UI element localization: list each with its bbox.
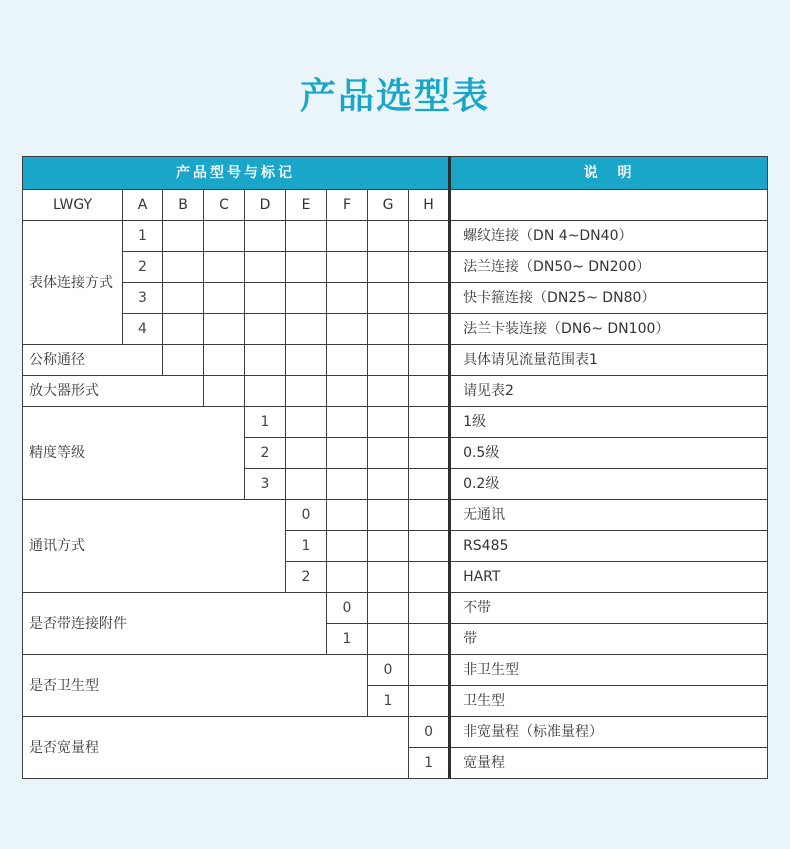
empty-cell xyxy=(327,376,368,407)
description-cell: 非宽量程（标准量程） xyxy=(450,717,768,748)
empty-cell xyxy=(286,345,327,376)
page-title: 产品选型表 xyxy=(299,76,490,117)
empty-cell xyxy=(204,283,245,314)
description-header: 说 明 xyxy=(450,157,768,190)
group-label: 是否卫生型 xyxy=(23,655,368,717)
empty-cell xyxy=(163,252,204,283)
column-header: H xyxy=(409,190,450,221)
empty-cell xyxy=(163,314,204,345)
column-header: B xyxy=(163,190,204,221)
column-header: D xyxy=(245,190,286,221)
column-header: C xyxy=(204,190,245,221)
table-row xyxy=(23,283,768,314)
empty-cell xyxy=(327,438,368,469)
empty-cell xyxy=(409,686,450,717)
empty-cell xyxy=(286,407,327,438)
empty-cell xyxy=(327,314,368,345)
description-cell: 1级 xyxy=(450,407,768,438)
group-label: 是否带连接附件 xyxy=(23,593,327,655)
empty-cell xyxy=(327,283,368,314)
description-cell: 带 xyxy=(450,624,768,655)
empty-cell xyxy=(245,376,286,407)
empty-cell xyxy=(368,593,409,624)
empty-cell xyxy=(245,252,286,283)
description-cell: 无通讯 xyxy=(450,500,768,531)
code-cell: 1 xyxy=(286,531,327,562)
code-cell: 1 xyxy=(368,686,409,717)
empty-cell xyxy=(286,314,327,345)
empty-cell xyxy=(368,531,409,562)
empty-cell xyxy=(286,283,327,314)
empty-cell xyxy=(409,376,450,407)
code-cell: 3 xyxy=(245,469,286,500)
empty-cell xyxy=(327,469,368,500)
group-label: 公称通径 xyxy=(23,345,163,376)
group-label: 通讯方式 xyxy=(23,500,286,593)
empty-cell xyxy=(368,283,409,314)
empty-cell xyxy=(245,283,286,314)
table-row xyxy=(23,500,768,531)
description-cell xyxy=(450,190,768,221)
table-row xyxy=(23,717,768,748)
empty-cell xyxy=(409,562,450,593)
empty-cell xyxy=(163,221,204,252)
table-row xyxy=(23,593,768,624)
description-cell: 快卡箍连接（DN25~ DN80） xyxy=(450,283,768,314)
empty-cell xyxy=(245,314,286,345)
table-row xyxy=(23,345,768,376)
empty-cell xyxy=(409,314,450,345)
empty-cell xyxy=(409,252,450,283)
empty-cell xyxy=(368,221,409,252)
description-cell: 卫生型 xyxy=(450,686,768,717)
code-cell: 2 xyxy=(286,562,327,593)
code-cell: 0 xyxy=(409,717,450,748)
table-row xyxy=(23,252,768,283)
empty-cell xyxy=(409,500,450,531)
description-cell: 宽量程 xyxy=(450,748,768,779)
description-cell: 具体请见流量范围表1 xyxy=(450,345,768,376)
table-row xyxy=(23,376,768,407)
column-header: E xyxy=(286,190,327,221)
description-cell: 螺纹连接（DN 4~DN40） xyxy=(450,221,768,252)
empty-cell xyxy=(409,593,450,624)
empty-cell xyxy=(204,221,245,252)
empty-cell xyxy=(286,438,327,469)
empty-cell xyxy=(245,345,286,376)
code-cell: 3 xyxy=(123,283,163,314)
empty-cell xyxy=(327,221,368,252)
group-label: 是否宽量程 xyxy=(23,717,409,779)
empty-cell xyxy=(368,345,409,376)
column-header: F xyxy=(327,190,368,221)
code-cell: 1 xyxy=(409,748,450,779)
column-header-row xyxy=(23,190,768,221)
description-cell: 0.2级 xyxy=(450,469,768,500)
empty-cell xyxy=(286,221,327,252)
description-cell: 非卫生型 xyxy=(450,655,768,686)
model-header: 产品型号与标记 xyxy=(23,157,450,190)
empty-cell xyxy=(368,407,409,438)
description-cell: RS485 xyxy=(450,531,768,562)
selection-table xyxy=(22,156,768,779)
header-row xyxy=(23,157,768,190)
empty-cell xyxy=(327,345,368,376)
code-cell: 1 xyxy=(245,407,286,438)
empty-cell xyxy=(409,469,450,500)
empty-cell xyxy=(245,221,286,252)
description-cell: 0.5级 xyxy=(450,438,768,469)
empty-cell xyxy=(368,562,409,593)
empty-cell xyxy=(409,624,450,655)
group-label: 精度等级 xyxy=(23,407,245,500)
empty-cell xyxy=(286,469,327,500)
description-cell: 不带 xyxy=(450,593,768,624)
empty-cell xyxy=(368,252,409,283)
empty-cell xyxy=(368,376,409,407)
code-cell xyxy=(204,376,245,407)
empty-cell xyxy=(368,624,409,655)
empty-cell xyxy=(163,283,204,314)
empty-cell xyxy=(204,252,245,283)
empty-cell xyxy=(368,500,409,531)
empty-cell xyxy=(286,252,327,283)
empty-cell xyxy=(368,469,409,500)
code-cell: 2 xyxy=(123,252,163,283)
empty-cell xyxy=(409,655,450,686)
code-cell: 4 xyxy=(123,314,163,345)
description-cell: 法兰卡装连接（DN6~ DN100） xyxy=(450,314,768,345)
table-row xyxy=(23,655,768,686)
description-cell: HART xyxy=(450,562,768,593)
code-cell: 2 xyxy=(245,438,286,469)
empty-cell xyxy=(409,531,450,562)
group-label: 放大器形式 xyxy=(23,376,204,407)
description-cell: 法兰连接（DN50~ DN200） xyxy=(450,252,768,283)
empty-cell xyxy=(409,345,450,376)
empty-cell xyxy=(409,407,450,438)
code-cell: 1 xyxy=(327,624,368,655)
column-header: G xyxy=(368,190,409,221)
table-row xyxy=(23,221,768,252)
empty-cell xyxy=(204,345,245,376)
empty-cell xyxy=(327,500,368,531)
empty-cell xyxy=(327,252,368,283)
empty-cell xyxy=(409,221,450,252)
code-cell: 1 xyxy=(123,221,163,252)
code-cell xyxy=(163,345,204,376)
description-cell: 请见表2 xyxy=(450,376,768,407)
empty-cell xyxy=(327,531,368,562)
empty-cell xyxy=(409,438,450,469)
column-header: A xyxy=(123,190,163,221)
empty-cell xyxy=(409,283,450,314)
empty-cell xyxy=(368,314,409,345)
empty-cell xyxy=(327,562,368,593)
table-row xyxy=(23,407,768,438)
table-row xyxy=(23,314,768,345)
group-label: 表体连接方式 xyxy=(23,221,123,345)
empty-cell xyxy=(286,376,327,407)
empty-cell xyxy=(204,314,245,345)
code-cell: 0 xyxy=(286,500,327,531)
code-cell: 0 xyxy=(368,655,409,686)
empty-cell xyxy=(327,407,368,438)
code-cell: 0 xyxy=(327,593,368,624)
empty-cell xyxy=(368,438,409,469)
column-header: LWGY xyxy=(23,190,123,221)
